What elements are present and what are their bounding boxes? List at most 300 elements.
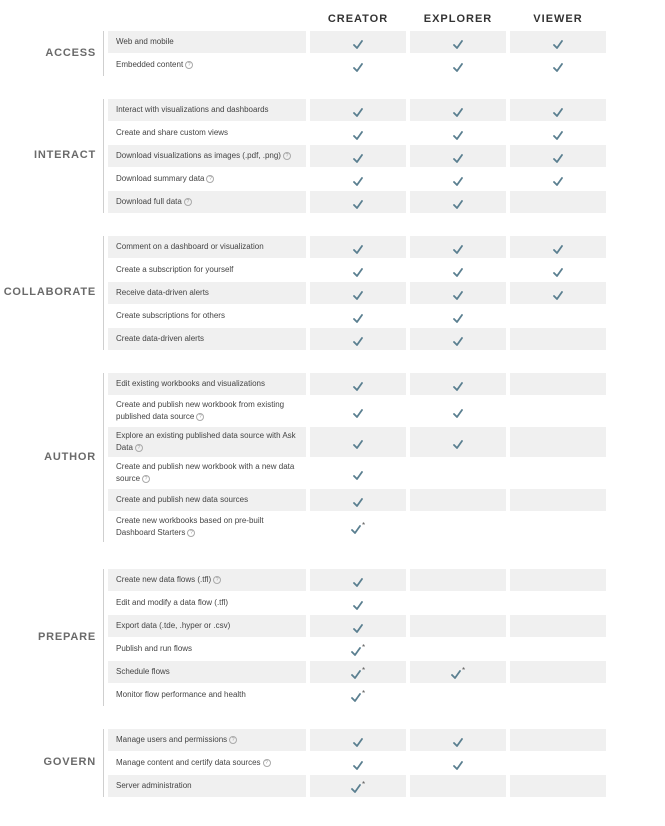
explorer-cell [410, 122, 506, 144]
explorer-cell [410, 592, 506, 614]
check-icon [353, 154, 363, 163]
explorer-cell [410, 145, 506, 167]
check-icon [353, 131, 363, 140]
section-divider [103, 569, 104, 706]
header-viewer: VIEWER [533, 13, 583, 25]
explorer-mark [410, 196, 506, 208]
explorer-cell [410, 427, 506, 457]
table-row [108, 54, 606, 76]
feature-label [116, 757, 300, 769]
explorer-cell [410, 752, 506, 774]
viewer-cell [510, 489, 606, 511]
creator-cell [310, 775, 406, 797]
feature-cell [108, 168, 306, 190]
creator-cell [310, 569, 406, 591]
viewer-cell [510, 615, 606, 637]
feature-label [116, 620, 300, 632]
explorer-mark [410, 264, 506, 276]
check-icon [453, 245, 463, 254]
explorer-mark [410, 173, 506, 185]
feature-label [116, 643, 300, 655]
creator-cell [310, 615, 406, 637]
feature-label-text: Create new data flows (.tfl) [116, 575, 212, 584]
feature-label-text: Server administration [116, 781, 192, 790]
feature-label-text: Web and mobile [116, 37, 174, 46]
check-icon [351, 525, 361, 534]
check-icon [453, 108, 463, 117]
info-icon[interactable]: ? [185, 61, 193, 69]
feature-cell [108, 145, 306, 167]
feature-label [116, 430, 300, 454]
creator-mark [310, 689, 406, 701]
table-row [108, 122, 606, 144]
viewer-cell [510, 145, 606, 167]
explorer-mark [410, 287, 506, 299]
check-icon [453, 314, 463, 323]
feature-cell [108, 458, 306, 488]
check-icon [553, 291, 563, 300]
feature-label [116, 333, 300, 345]
check-icon [453, 440, 463, 449]
feature-label-text: Edit and modify a data flow (.tfl) [116, 598, 229, 607]
viewer-mark [510, 150, 606, 162]
info-icon[interactable]: ? [187, 529, 195, 537]
viewer-cell [510, 752, 606, 774]
creator-mark [310, 666, 406, 678]
explorer-mark [410, 241, 506, 253]
explorer-cell [410, 31, 506, 53]
feature-cell [108, 54, 306, 76]
explorer-cell [410, 661, 506, 683]
table-row [108, 145, 606, 167]
creator-mark [310, 127, 406, 139]
viewer-cell [510, 122, 606, 144]
feature-label [116, 264, 300, 276]
explorer-cell [410, 775, 506, 797]
viewer-cell [510, 638, 606, 660]
viewer-cell [510, 373, 606, 395]
check-icon [353, 578, 363, 587]
feature-label-text: Manage content and certify data sources [116, 758, 261, 767]
table-row [108, 99, 606, 121]
creator-mark [310, 405, 406, 417]
feature-cell [108, 512, 306, 542]
explorer-cell [410, 373, 506, 395]
feature-label [116, 734, 300, 746]
creator-cell [310, 122, 406, 144]
feature-cell [108, 31, 306, 53]
section-title: AUTHOR [44, 450, 96, 463]
creator-mark [310, 521, 406, 533]
check-icon [353, 624, 363, 633]
info-icon[interactable]: ? [206, 175, 214, 183]
viewer-cell [510, 99, 606, 121]
feature-label-text: Edit existing workbooks and visualizations [116, 379, 265, 388]
table-row [108, 684, 606, 706]
explorer-mark [410, 405, 506, 417]
creator-mark [310, 467, 406, 479]
check-icon [553, 63, 563, 72]
explorer-cell [410, 168, 506, 190]
header-creator: CREATOR [327, 13, 389, 25]
table-row [108, 458, 606, 488]
feature-label [116, 780, 300, 792]
creator-mark [310, 620, 406, 632]
viewer-mark [510, 104, 606, 116]
viewer-mark [510, 127, 606, 139]
creator-cell [310, 729, 406, 751]
explorer-mark [410, 310, 506, 322]
feature-label [116, 574, 300, 586]
section-divider [103, 236, 104, 350]
check-icon [351, 693, 361, 702]
info-icon[interactable]: ? [142, 475, 150, 483]
feature-label-text: Comment on a dashboard or visualization [116, 242, 264, 251]
check-icon [453, 761, 463, 770]
check-icon [351, 670, 361, 679]
creator-mark [310, 104, 406, 116]
viewer-cell [510, 168, 606, 190]
section-divider [103, 373, 104, 542]
creator-cell [310, 191, 406, 213]
feature-cell [108, 684, 306, 706]
creator-mark [310, 494, 406, 506]
info-icon[interactable]: ? [213, 576, 221, 584]
check-icon [353, 200, 363, 209]
feature-label-text: Publish and run flows [116, 644, 193, 653]
feature-label-text: Interact with visualizations and dashboards [116, 105, 269, 114]
creator-mark [310, 378, 406, 390]
explorer-mark [410, 734, 506, 746]
check-icon [453, 200, 463, 209]
table-row [108, 592, 606, 614]
table-row [108, 259, 606, 281]
table-row [108, 427, 606, 457]
creator-mark [310, 597, 406, 609]
section-divider [103, 729, 104, 797]
section-title: INTERACT [33, 149, 96, 161]
section-divider [103, 31, 104, 76]
explorer-cell [410, 54, 506, 76]
viewer-cell [510, 592, 606, 614]
feature-label-text: Embedded content [116, 60, 184, 69]
feature-label-text: Create data-driven alerts [116, 334, 205, 343]
feature-label [116, 515, 300, 539]
creator-mark [310, 196, 406, 208]
creator-cell [310, 373, 406, 395]
creator-cell [310, 638, 406, 660]
table-row [108, 168, 606, 190]
section-divider [103, 99, 104, 213]
feature-cell [108, 592, 306, 614]
check-icon [351, 647, 361, 656]
check-icon [353, 738, 363, 747]
explorer-cell [410, 191, 506, 213]
feature-label-text: Explore an existing published data source with Ask Data [116, 431, 296, 452]
check-icon [353, 63, 363, 72]
feature-label-text: Export data (.tde, .hyper or .csv) [116, 621, 231, 630]
table-row [108, 236, 606, 258]
feature-label-text: Download summary data [116, 174, 205, 183]
creator-cell [310, 512, 406, 542]
feature-label-text: Receive data-driven alerts [116, 288, 209, 297]
feature-cell [108, 489, 306, 511]
check-icon [353, 177, 363, 186]
creator-cell [310, 305, 406, 327]
table-row [108, 489, 606, 511]
check-icon [353, 382, 363, 391]
feature-label [116, 150, 300, 162]
info-icon[interactable]: ? [283, 152, 291, 160]
check-icon [353, 337, 363, 346]
feature-cell [108, 236, 306, 258]
creator-cell [310, 427, 406, 457]
table-row [108, 775, 606, 797]
viewer-cell [510, 427, 606, 457]
asterisk-note: * [361, 689, 366, 698]
section-title: GOVERN [43, 756, 96, 768]
viewer-cell [510, 729, 606, 751]
explorer-cell [410, 615, 506, 637]
table-row [108, 729, 606, 751]
check-icon [353, 40, 363, 49]
feature-cell [108, 259, 306, 281]
feature-cell [108, 282, 306, 304]
creator-mark [310, 333, 406, 345]
check-icon [353, 314, 363, 323]
creator-cell [310, 99, 406, 121]
table-row [108, 305, 606, 327]
feature-label [116, 59, 300, 71]
explorer-mark [410, 150, 506, 162]
table-row [108, 191, 606, 213]
feature-cell [108, 638, 306, 660]
explorer-cell [410, 259, 506, 281]
explorer-cell [410, 328, 506, 350]
explorer-mark [410, 757, 506, 769]
explorer-cell [410, 236, 506, 258]
section-title: ACCESS [45, 46, 96, 59]
creator-mark [310, 436, 406, 448]
feature-label-text: Create a subscription for yourself [116, 265, 234, 274]
viewer-mark [510, 36, 606, 48]
asterisk-note: * [361, 780, 366, 789]
check-icon [453, 63, 463, 72]
creator-cell [310, 54, 406, 76]
feature-label [116, 399, 300, 423]
creator-cell [310, 259, 406, 281]
creator-mark [310, 310, 406, 322]
check-icon [553, 40, 563, 49]
header-explorer: EXPLORER [423, 13, 493, 25]
check-icon [353, 409, 363, 418]
feature-cell [108, 661, 306, 683]
viewer-mark [510, 173, 606, 185]
creator-cell [310, 684, 406, 706]
check-icon [351, 784, 361, 793]
creator-mark [310, 59, 406, 71]
feature-label [116, 494, 300, 506]
feature-label [116, 104, 300, 116]
info-icon[interactable]: ? [135, 444, 143, 452]
viewer-cell [510, 661, 606, 683]
explorer-cell [410, 512, 506, 542]
creator-mark [310, 780, 406, 792]
viewer-cell [510, 259, 606, 281]
asterisk-note: * [461, 666, 466, 675]
info-icon[interactable]: ? [196, 413, 204, 421]
check-icon [453, 268, 463, 277]
table-row [108, 638, 606, 660]
feature-label-text: Create and share custom views [116, 128, 229, 137]
feature-label [116, 310, 300, 322]
check-icon [451, 670, 461, 679]
feature-label-text: Download visualizations as images (.pdf, .png) [116, 151, 281, 160]
creator-mark [310, 643, 406, 655]
check-icon [353, 471, 363, 480]
feature-label [116, 241, 300, 253]
creator-cell [310, 752, 406, 774]
creator-cell [310, 236, 406, 258]
viewer-cell [510, 54, 606, 76]
asterisk-note: * [361, 521, 366, 530]
feature-cell [108, 569, 306, 591]
check-icon [353, 268, 363, 277]
explorer-mark [410, 666, 506, 678]
feature-label [116, 689, 300, 701]
check-icon [553, 131, 563, 140]
explorer-cell [410, 458, 506, 488]
feature-label [116, 196, 300, 208]
check-icon [553, 154, 563, 163]
feature-label-text: Download full data [116, 197, 182, 206]
explorer-mark [410, 127, 506, 139]
asterisk-note: * [361, 643, 366, 652]
table-row [108, 373, 606, 395]
feature-cell [108, 191, 306, 213]
feature-cell [108, 615, 306, 637]
creator-mark [310, 173, 406, 185]
check-icon [353, 291, 363, 300]
creator-mark [310, 757, 406, 769]
check-icon [353, 761, 363, 770]
viewer-cell [510, 191, 606, 213]
feature-cell [108, 427, 306, 457]
check-icon [553, 108, 563, 117]
viewer-cell [510, 328, 606, 350]
creator-mark [310, 36, 406, 48]
viewer-cell [510, 396, 606, 426]
feature-cell [108, 99, 306, 121]
explorer-cell [410, 489, 506, 511]
check-icon [453, 738, 463, 747]
feature-cell [108, 729, 306, 751]
table-row [108, 282, 606, 304]
creator-cell [310, 661, 406, 683]
info-icon[interactable]: ? [229, 736, 237, 744]
feature-label-text: Monitor flow performance and health [116, 690, 246, 699]
explorer-mark [410, 36, 506, 48]
viewer-cell [510, 569, 606, 591]
viewer-mark [510, 264, 606, 276]
viewer-cell [510, 684, 606, 706]
explorer-mark [410, 59, 506, 71]
viewer-cell [510, 775, 606, 797]
feature-label [116, 173, 300, 185]
check-icon [353, 601, 363, 610]
creator-cell [310, 592, 406, 614]
explorer-cell [410, 638, 506, 660]
table-row [108, 569, 606, 591]
creator-cell [310, 145, 406, 167]
explorer-cell [410, 396, 506, 426]
explorer-mark [410, 104, 506, 116]
section-title: COLLABORATE [3, 286, 96, 298]
explorer-cell [410, 282, 506, 304]
info-icon[interactable]: ? [184, 198, 192, 206]
feature-label-text: Create and publish new workbook from existing published data source [116, 400, 285, 421]
viewer-cell [510, 512, 606, 542]
creator-cell [310, 328, 406, 350]
table-row [108, 396, 606, 426]
check-icon [453, 291, 463, 300]
table-row [108, 661, 606, 683]
check-icon [353, 108, 363, 117]
explorer-cell [410, 569, 506, 591]
check-icon [453, 337, 463, 346]
check-icon [553, 268, 563, 277]
explorer-cell [410, 99, 506, 121]
explorer-mark [410, 333, 506, 345]
check-icon [353, 498, 363, 507]
creator-cell [310, 396, 406, 426]
creator-cell [310, 282, 406, 304]
info-icon[interactable]: ? [263, 759, 271, 767]
feature-label-text: Manage users and permissions [116, 735, 228, 744]
explorer-mark [410, 436, 506, 448]
creator-cell [310, 31, 406, 53]
table-row [108, 328, 606, 350]
feature-cell [108, 752, 306, 774]
feature-label-text: Schedule flows [116, 667, 170, 676]
viewer-mark [510, 59, 606, 71]
feature-label-text: Create and publish new data sources [116, 495, 249, 504]
feature-label [116, 666, 300, 678]
creator-mark [310, 241, 406, 253]
check-icon [453, 40, 463, 49]
check-icon [353, 440, 363, 449]
explorer-cell [410, 305, 506, 327]
feature-label-text: Create and publish new workbook with a new data source [116, 462, 295, 483]
check-icon [453, 131, 463, 140]
creator-mark [310, 264, 406, 276]
check-icon [453, 177, 463, 186]
table-row [108, 31, 606, 53]
section-title: PREPARE [38, 630, 96, 643]
feature-cell [108, 305, 306, 327]
viewer-cell [510, 305, 606, 327]
check-icon [453, 409, 463, 418]
creator-mark [310, 574, 406, 586]
viewer-cell [510, 236, 606, 258]
viewer-mark [510, 241, 606, 253]
feature-cell [108, 122, 306, 144]
feature-label-text: Create new workbooks based on pre-built Dashboard Starters [116, 516, 264, 537]
feature-cell [108, 373, 306, 395]
table-row [108, 615, 606, 637]
check-icon [553, 177, 563, 186]
asterisk-note: * [361, 666, 366, 675]
